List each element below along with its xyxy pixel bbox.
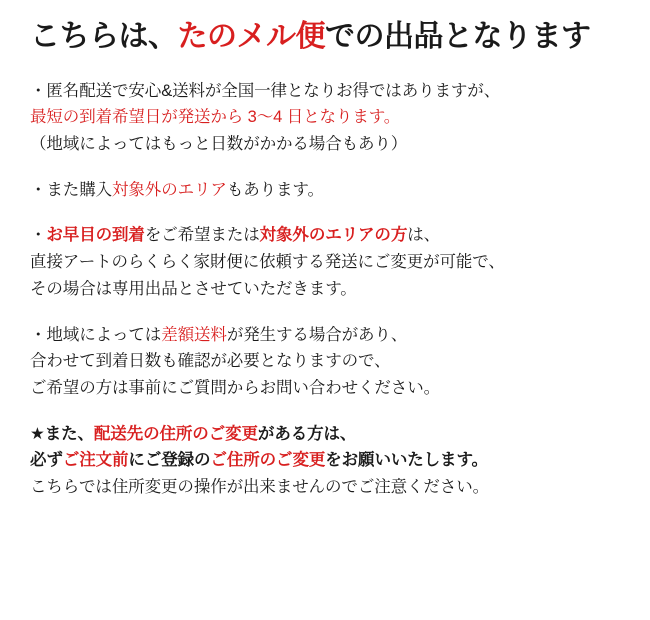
text-line [30,131,626,158]
text-span: ご注文前 [62,451,129,470]
text-span: 合わせて到着日数も確認が必要となりますので、 [30,352,391,371]
text-span: は、 [407,226,441,245]
text-span: その場合は専用出品とさせていただきます。 [30,279,357,298]
text-span: ご住所のご変更 [210,451,326,470]
text-line [30,322,626,349]
text-span: にご登録の [128,451,211,470]
paragraph-shipping-note [30,78,626,158]
text-span: をご希望または [144,226,260,245]
text-span: ・地域によっては [30,325,162,344]
text-span: 最短の到着希望日が発送から 3〜4 日となります。 [30,108,401,127]
text-span: がある方は、 [257,424,357,443]
text-line [30,348,626,375]
text-line [30,222,626,249]
notice-body [30,78,626,501]
page-title-highlight: たのメル便 [177,20,325,53]
text-line [30,177,626,204]
text-span: ★また、 [30,424,94,443]
page-title [30,18,626,56]
paragraph-extra-fee-note [30,322,626,402]
page-title-suffix: での出品となります [325,20,591,53]
text-span: が発生する場合があり、 [226,325,408,344]
text-line [30,447,626,474]
text-span: 必ず [30,451,63,470]
text-span: ・匿名配送で安心&送料が全国一律となりお得ではありますが、 [30,81,501,100]
text-span: ・また購入 [30,180,113,199]
text-line [30,249,626,276]
paragraph-excluded-area-note [30,177,626,204]
text-span: 直接アートのらくらく家財便に依頼する発送にご変更が可能で、 [30,253,505,272]
text-span: もあります。 [226,180,324,199]
text-span: （地域によってはもっと日数がかかる場合もあり） [30,134,408,153]
paragraph-early-arrival-note [30,222,626,302]
text-line [30,104,626,131]
paragraph-address-change-note [30,421,626,501]
text-span: ご希望の方は事前にご質問からお問い合わせください。 [30,378,441,397]
text-line [30,474,626,501]
text-span: ・ [30,226,47,245]
text-span: こちらでは住所変更の操作が出来ませんのでご注意ください。 [30,478,490,497]
text-span: 配送先の住所のご変更 [93,424,258,443]
text-line [30,375,626,402]
text-span: 差額送料 [161,325,227,344]
text-span: 対象外のエリア [112,180,227,199]
text-line [30,78,626,105]
text-span: お早目の到着 [46,226,145,245]
text-line [30,276,626,303]
page-title-prefix: こちらは、 [30,20,178,53]
text-line [30,421,626,448]
text-span: をお願いいたします。 [325,451,488,470]
text-span: 対象外のエリアの方 [259,226,408,245]
